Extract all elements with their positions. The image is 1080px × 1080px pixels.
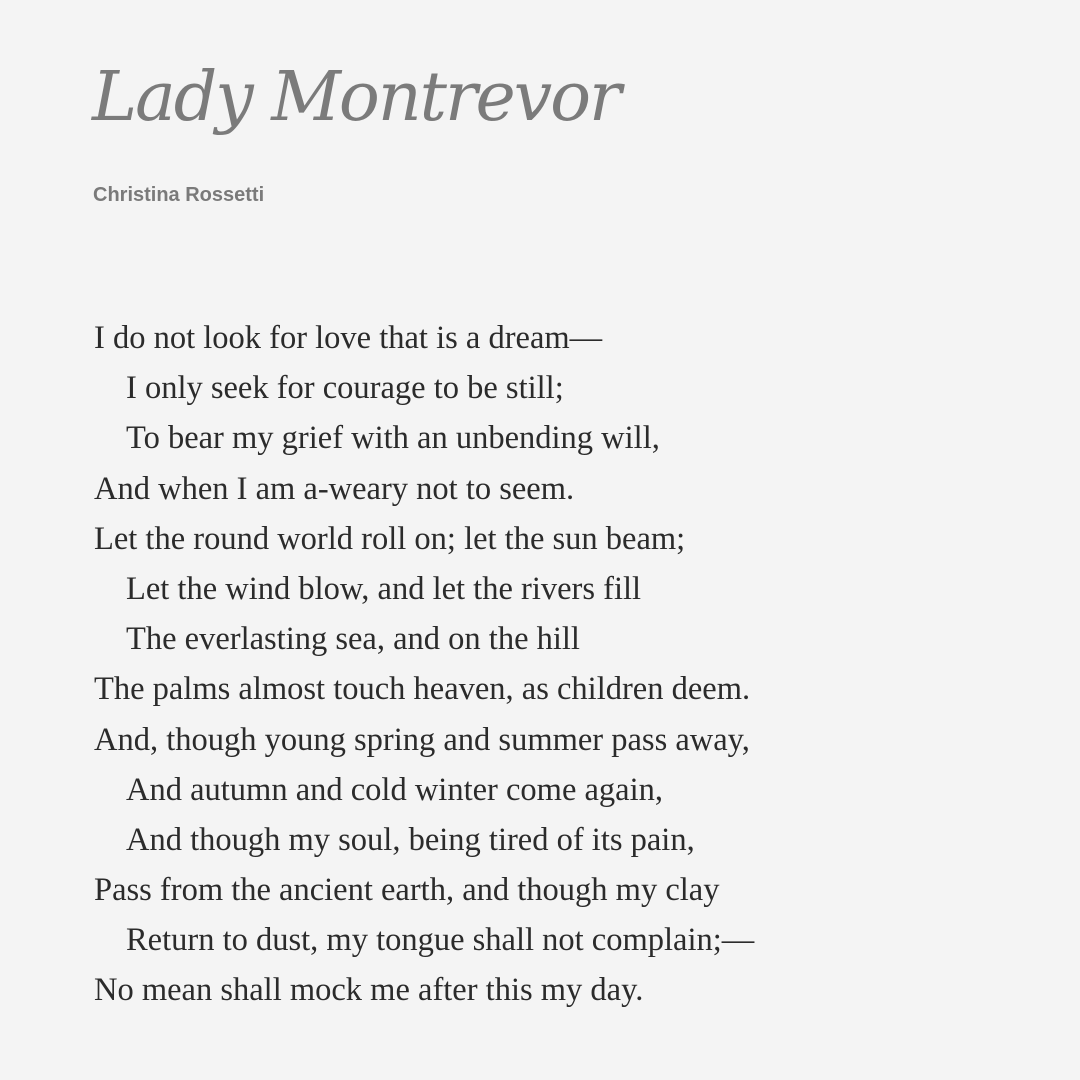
poem-line: I do not look for love that is a dream— [94,320,603,356]
poem-line: And when I am a-weary not to seem. [94,470,575,507]
poem-line: The palms almost touch heaven, as children deem. [94,671,751,708]
poem-line: To bear my grief with an unbending will, [126,420,660,457]
poem-line: And autumn and cold winter come again, [126,771,663,808]
poem-body [94,313,754,1016]
poem-line: And though my soul, being tired of its pain, [126,821,695,858]
poem-line: No mean shall mock me after this my day. [94,972,644,1009]
poem-line: Pass from the ancient earth, and though my clay [94,872,720,909]
poem-line: Return to dust, my tongue shall not complain;— [126,922,755,959]
poem-line: The everlasting sea, and on the hill [126,621,580,658]
poem-line: I only seek for courage to be still; [126,370,564,407]
poem-title: Lady Montrevor [92,58,620,137]
poem-author: Christina Rossetti [93,184,265,206]
poem-line: And, though young spring and summer pass away, [94,721,750,758]
poem-line: Let the round world roll on; let the sun beam; [94,520,686,557]
poem-line: Let the wind blow, and let the rivers fill [126,570,642,607]
